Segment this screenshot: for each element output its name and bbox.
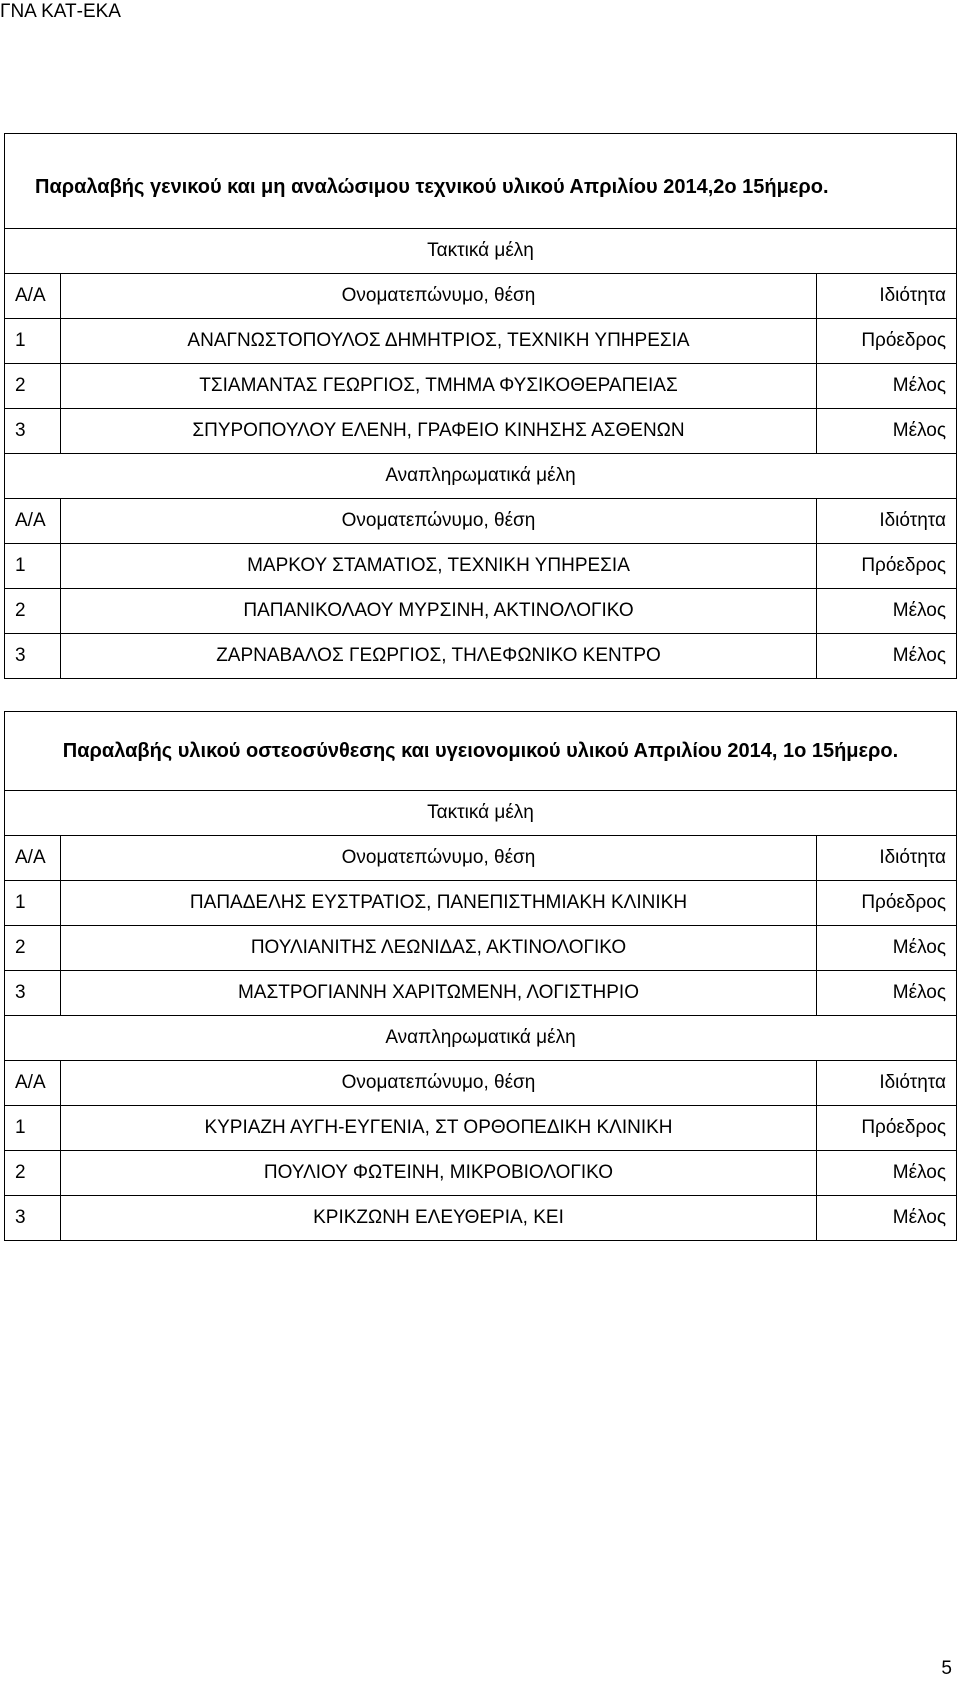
table-header-row xyxy=(5,499,957,544)
member-name: ΑΝΑΓΝΩΣΤΟΠΟΥΛΟΣ ΔΗΜΗΤΡΙΟΣ, ΤΕΧΝΙΚΗ ΥΠΗΡΕΣΙΑ xyxy=(61,319,817,364)
member-role: Μέλος xyxy=(816,364,956,409)
column-header-index: Α/Α xyxy=(5,499,61,544)
column-header-role: Ιδιότητα xyxy=(816,274,956,319)
table-row xyxy=(5,634,957,679)
member-name: ΠΑΠΑΝΙΚΟΛΑΟΥ ΜΥΡΣΙΝΗ, ΑΚΤΙΝΟΛΟΓΙΚΟ xyxy=(61,589,817,634)
table-row xyxy=(5,409,957,454)
table-row xyxy=(5,364,957,409)
row-index: 2 xyxy=(5,926,61,971)
row-index: 1 xyxy=(5,319,61,364)
member-name: ΚΥΡΙΑΖΗ ΑΥΓΗ-ΕΥΓΕΝΙΑ, ΣΤ ΟΡΘΟΠΕΔΙΚΗ ΚΛΙΝΙΚΗ xyxy=(61,1106,817,1151)
table-row xyxy=(5,971,957,1016)
row-index: 2 xyxy=(5,1151,61,1196)
table-header-row xyxy=(5,836,957,881)
table-row xyxy=(5,881,957,926)
member-role: Μέλος xyxy=(816,971,956,1016)
member-name: ΖΑΡΝΑΒΑΛΟΣ ΓΕΩΡΓΙΟΣ, ΤΗΛΕΦΩΝΙΚΟ ΚΕΝΤΡΟ xyxy=(61,634,817,679)
member-role: Μέλος xyxy=(816,1196,956,1241)
column-header-name: Ονοματεπώνυμο, θέση xyxy=(61,499,817,544)
table-row xyxy=(5,1151,957,1196)
section-label-alternate: Αναπληρωματικά μέλη xyxy=(5,454,957,499)
member-role: Μέλος xyxy=(816,634,956,679)
member-role: Πρόεδρος xyxy=(816,881,956,926)
table-row xyxy=(5,926,957,971)
row-index: 1 xyxy=(5,881,61,926)
column-header-name: Ονοματεπώνυμο, θέση xyxy=(61,1061,817,1106)
column-header-index: Α/Α xyxy=(5,1061,61,1106)
member-name: ΠΑΠΑΔΕΛΗΣ ΕΥΣΤΡΑΤΙΟΣ, ΠΑΝΕΠΙΣΤΗΜΙΑΚΗ ΚΛΙΝΙΚΗ xyxy=(61,881,817,926)
table-row xyxy=(5,1106,957,1151)
member-role: Πρόεδρος xyxy=(816,544,956,589)
member-name: ΜΑΡΚΟΥ ΣΤΑΜΑΤΙΟΣ, ΤΕΧΝΙΚΗ ΥΠΗΡΕΣΙΑ xyxy=(61,544,817,589)
column-header-role: Ιδιότητα xyxy=(816,1061,956,1106)
column-header-role: Ιδιότητα xyxy=(816,836,956,881)
member-role: Πρόεδρος xyxy=(816,319,956,364)
member-name: ΤΣΙΑΜΑΝΤΑΣ ΓΕΩΡΓΙΟΣ, ΤΜΗΜΑ ΦΥΣΙΚΟΘΕΡΑΠΕΙΑΣ xyxy=(61,364,817,409)
row-index: 3 xyxy=(5,409,61,454)
committee-title: Παραλαβής υλικού οστεοσύνθεσης και υγειονομικού υλικού Απριλίου 2014, 1ο 15ήμερο. xyxy=(5,712,957,791)
member-name: ΜΑΣΤΡΟΓΙΑΝΝΗ ΧΑΡΙΤΩΜΕΝΗ, ΛΟΓΙΣΤΗΡΙΟ xyxy=(61,971,817,1016)
member-role: Μέλος xyxy=(816,589,956,634)
page-header: ΓΝΑ ΚΑΤ-ΕΚΑ xyxy=(0,1,121,22)
committee-table-1 xyxy=(4,133,957,679)
row-index: 3 xyxy=(5,1196,61,1241)
member-name: ΠΟΥΛΙΟΥ ΦΩΤΕΙΝΗ, ΜΙΚΡΟΒΙΟΛΟΓΙΚΟ xyxy=(61,1151,817,1196)
committee-title: Παραλαβής γενικού και μη αναλώσιμου τεχνικού υλικού Απριλίου 2014,2ο 15ήμερο. xyxy=(5,134,957,229)
row-index: 3 xyxy=(5,634,61,679)
row-index: 2 xyxy=(5,364,61,409)
table-row xyxy=(5,319,957,364)
column-header-name: Ονοματεπώνυμο, θέση xyxy=(61,836,817,881)
column-header-index: Α/Α xyxy=(5,274,61,319)
member-name: ΣΠΥΡΟΠΟΥΛΟΥ ΕΛΕΝΗ, ΓΡΑΦΕΙΟ ΚΙΝΗΣΗΣ ΑΣΘΕΝΩΝ xyxy=(61,409,817,454)
member-role: Μέλος xyxy=(816,1151,956,1196)
table-row xyxy=(5,589,957,634)
member-role: Πρόεδρος xyxy=(816,1106,956,1151)
member-name: ΚΡΙΚΖΩΝΗ ΕΛΕΥΘΕΡΙΑ, ΚΕΙ xyxy=(61,1196,817,1241)
column-header-name: Ονοματεπώνυμο, θέση xyxy=(61,274,817,319)
section-label-alternate: Αναπληρωματικά μέλη xyxy=(5,1016,957,1061)
row-index: 2 xyxy=(5,589,61,634)
page-number: 5 xyxy=(941,1658,952,1679)
committee-table-2 xyxy=(4,711,957,1241)
column-header-role: Ιδιότητα xyxy=(816,499,956,544)
section-label-regular: Τακτικά μέλη xyxy=(5,229,957,274)
member-name: ΠΟΥΛΙΑΝΙΤΗΣ ΛΕΩΝΙΔΑΣ, ΑΚΤΙΝΟΛΟΓΙΚΟ xyxy=(61,926,817,971)
section-label-regular: Τακτικά μέλη xyxy=(5,791,957,836)
table-row xyxy=(5,544,957,589)
column-header-index: Α/Α xyxy=(5,836,61,881)
row-index: 1 xyxy=(5,1106,61,1151)
table-header-row xyxy=(5,274,957,319)
row-index: 3 xyxy=(5,971,61,1016)
table-header-row xyxy=(5,1061,957,1106)
member-role: Μέλος xyxy=(816,409,956,454)
table-row xyxy=(5,1196,957,1241)
member-role: Μέλος xyxy=(816,926,956,971)
row-index: 1 xyxy=(5,544,61,589)
